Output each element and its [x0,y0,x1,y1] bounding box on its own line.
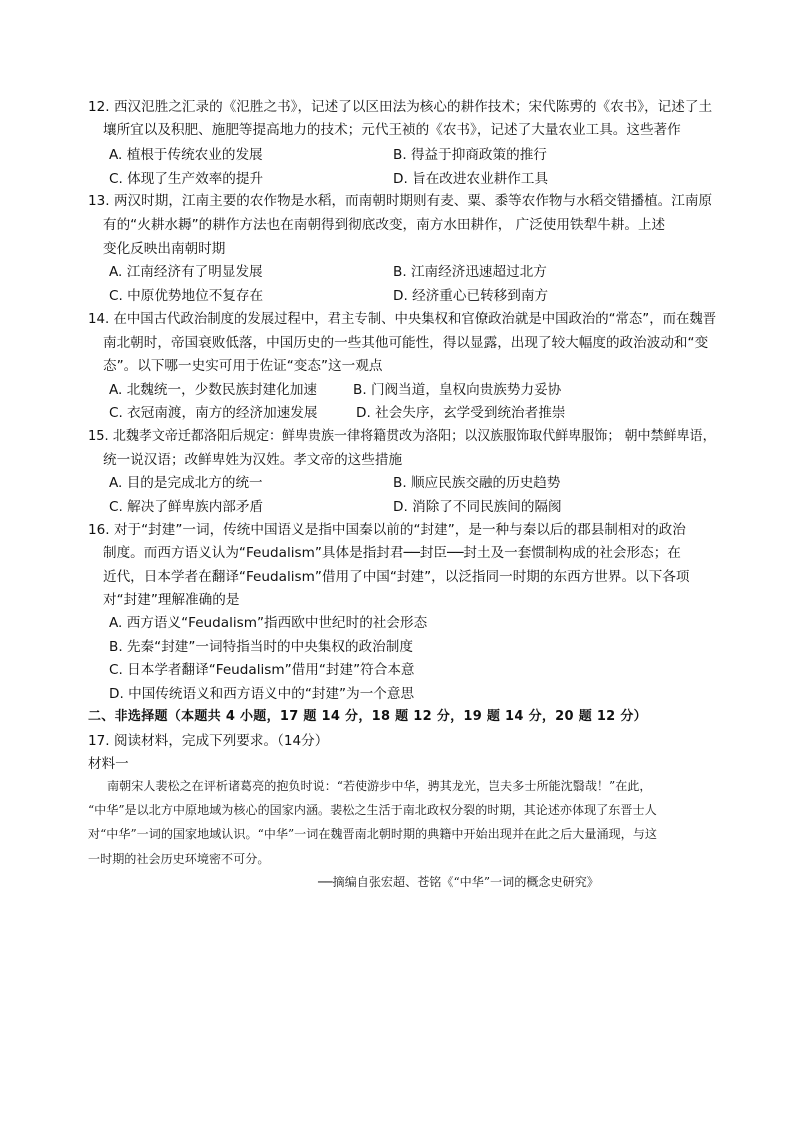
q14-option-b: B. 门阀当道，皇权向贵族势力妥协 [353,382,562,398]
section-heading-non-choice: 二、非选择题（本题共 4 小题，17 题 14 分，18 题 12 分，19 题 14 分，20 题 12 分） [88,709,647,724]
q12-option-d: D. 旨在改进农业耕作工具 [393,171,549,187]
material-text-line1: 南朝宋人裴松之在评析诸葛亮的抱负时说：“若使游步中华，骋其龙光，岂夫多士所能沈翳哉！”在此， [107,779,652,793]
material-text-line3: 对“中华”一词的国家地域认识。“中华”一词在魏晋南北朝时期的典籍中开始出现并在此之后大量涌现，与这 [88,827,657,841]
q16-option-c: C. 日本学者翻译“Feudalism”借用“封建”符合本意 [109,662,415,678]
q16-option-a: A. 西方语义“Feudalism”指西欧中世纪时的社会形态 [109,615,428,631]
q12-option-b: B. 得益于抑商政策的推行 [393,147,547,163]
q14-option-d: D. 社会失序，玄学受到统治者推崇 [356,405,566,421]
q13-option-b: B. 江南经济迅速超过北方 [393,264,547,280]
q12-stem-line2: 壤所宜以及积肥、施肥等提高地力的技术；元代王祯的《农书》，记述了大量农业工具。这些著作 [103,122,681,138]
q16-stem-line3: 近代，日本学者在翻译“Feudalism”借用了中国“封建”，以泛指同一时期的东西方世界。以下各项 [103,569,690,585]
q13-stem-line1: 13. 两汉时期，江南主要的农作物是水稻，而南朝时期则有麦、粟、黍等农作物与水稻交错播植。江南原 [88,193,713,209]
q14-stem-line3: 态”。以下哪一史实可用于佐证“变态”这一观点 [103,358,383,374]
q16-option-b: B. 先秦“封建”一词特指当时的中央集权的政治制度 [109,639,413,655]
q14-option-a: A. 北魏统一，少数民族封建化加速 [109,382,318,398]
q13-stem-line3: 变化反映出南朝时期 [103,241,226,257]
q12-option-a: A. 植根于传统农业的发展 [109,147,263,163]
q15-option-a: A. 目的是完成北方的统一 [109,475,263,491]
q16-option-d: D. 中国传统语义和西方语义中的“封建”为一个意思 [109,686,415,702]
q15-stem-line1: 15. 北魏孝文帝迁都洛阳后规定：鲜卑贵族一律将籍贯改为洛阳；以汉族服饰取代鲜卑服饰； 朝中禁鲜卑语， [88,428,716,444]
material-text-line2: “中华”是以北方中原地域为核心的国家内涵。裴松之生活于南北政权分裂的时期，其论述亦体现了东晋士人 [88,803,657,817]
q14-option-c: C. 衣冠南渡，南方的经济加速发展 [109,405,318,421]
q16-stem-line1: 16. 对于“封建”一词，传统中国语义是指中国秦以前的“封建”，是一种与秦以后的郡县制相对的政治 [88,522,686,538]
q14-stem-line1: 14. 在中国古代政治制度的发展过程中，君主专制、中央集权和官僚政治就是中国政治的“常态”，而在魏晋 [88,311,717,327]
q16-stem-line4: 对“封建”理解准确的是 [103,592,240,608]
material-text-line4: 一时期的社会历史环境密不可分。 [88,852,270,866]
material-source: ──摘编自张宏超、苍铭《“中华”一词的概念史研究》 [318,875,599,889]
q13-option-c: C. 中原优势地位不复存在 [109,288,264,304]
material-title: 材料一 [88,756,129,772]
q13-stem-line2: 有的“火耕水耨”的耕作方法也在南朝得到彻底改变，南方水田耕作， 广泛使用铁犁牛耕。上述 [103,217,666,233]
q15-option-d: D. 消除了不同民族间的隔阂 [393,499,562,515]
q15-option-b: B. 顺应民族交融的历史趋势 [393,475,561,491]
q12-option-c: C. 体现了生产效率的提升 [109,171,264,187]
q13-option-d: D. 经济重心已转移到南方 [393,288,549,304]
q12-stem-line1: 12. 西汉氾胜之汇录的《氾胜之书》，记述了以区田法为核心的耕作技术；宋代陈旉的《农书》，记述了土 [88,99,713,115]
q13-option-a: A. 江南经济有了明显发展 [109,264,263,280]
q15-option-c: C. 解决了鲜卑族内部矛盾 [109,499,264,515]
q17-stem: 17. 阅读材料，完成下列要求。（14分） [88,733,329,749]
q14-stem-line2: 南北朝时，帝国衰败低落，中国历史的一些其他可能性，得以显露，出现了较大幅度的政治波动和“变 [103,335,709,351]
q16-stem-line2: 制度。而西方语义认为“Feudalism”具体是指封君──封臣──封土及一套惯制构成的社会形态；在 [103,545,681,561]
q15-stem-line2: 统一说汉语；改鲜卑姓为汉姓。孝文帝的这些措施 [103,452,403,468]
